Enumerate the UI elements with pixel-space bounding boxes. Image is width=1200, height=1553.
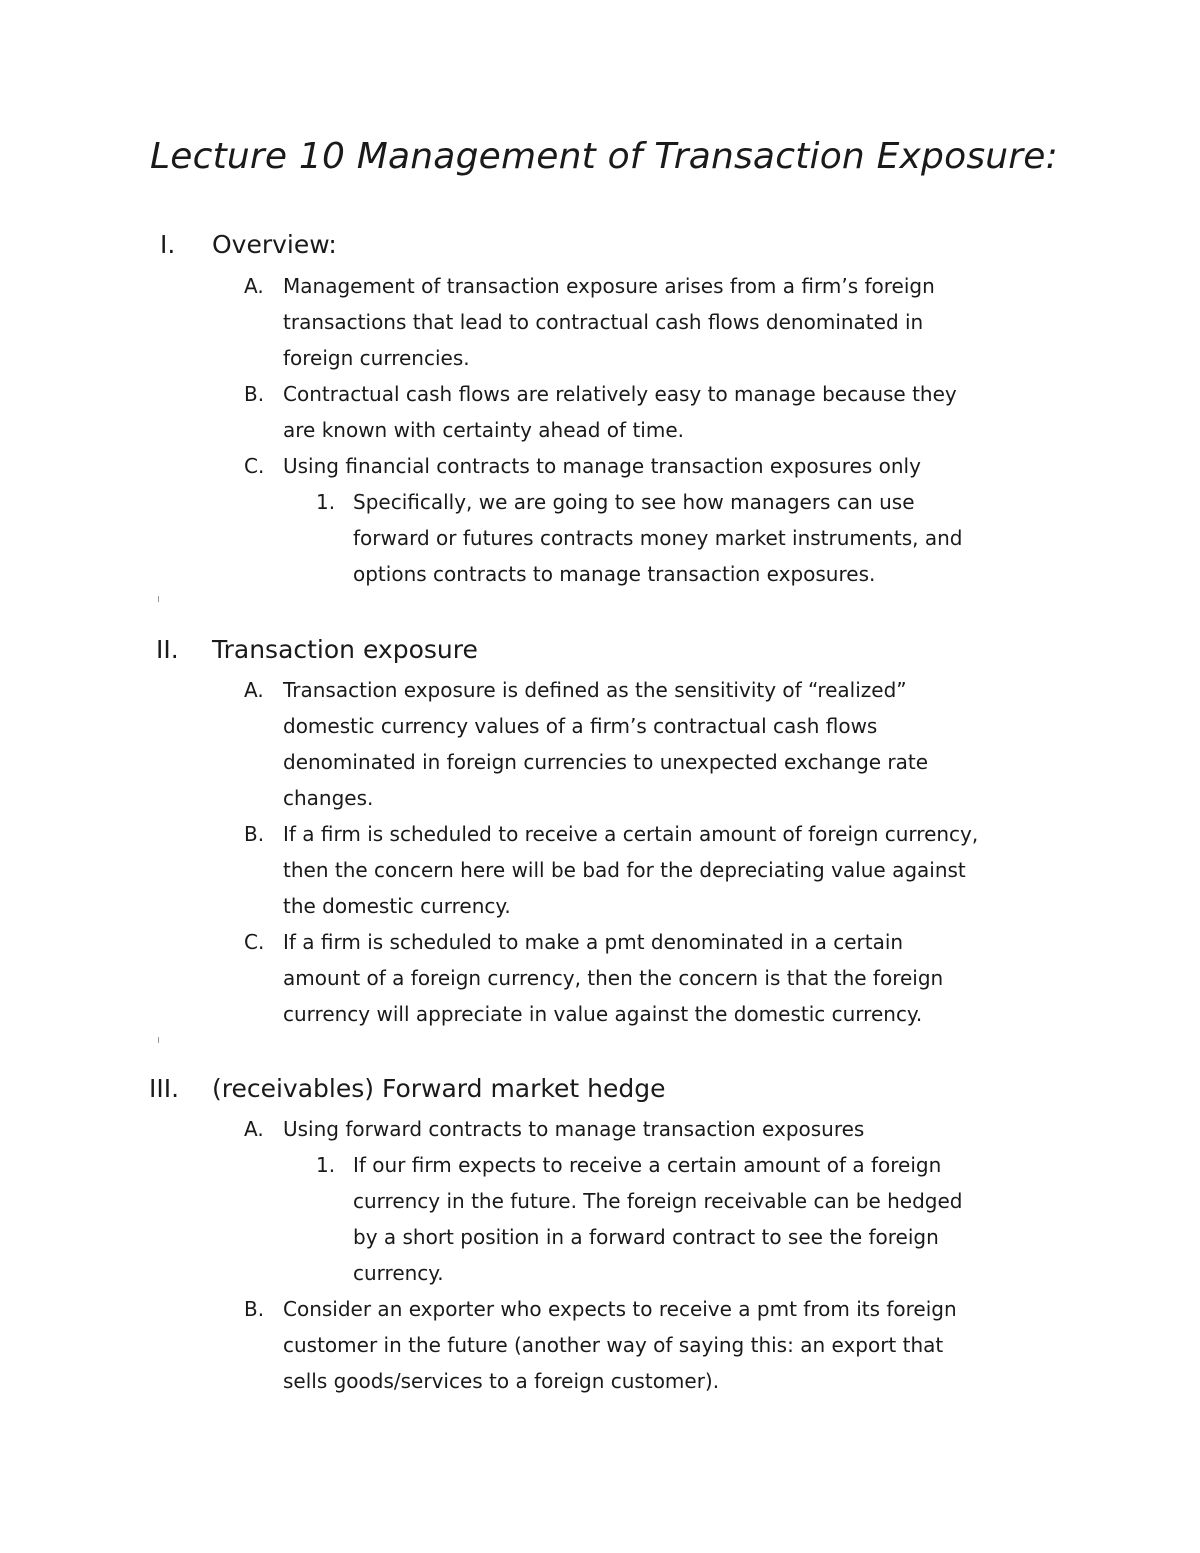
text-line: by a short position in a forward contract to see the foreign <box>353 1225 939 1249</box>
text-line: denominated in foreign currencies to unexpected exchange rate <box>283 750 929 774</box>
item-marker: C. <box>244 930 265 954</box>
paragraph-mark <box>158 596 159 602</box>
item-text <box>283 672 1063 816</box>
section-title: Overview: <box>212 230 337 259</box>
subitem-text <box>353 1147 1053 1291</box>
text-line: sells goods/services to a foreign customer). <box>283 1369 720 1393</box>
text-line: the domestic currency. <box>283 894 511 918</box>
item-marker: B. <box>244 1297 265 1321</box>
item-marker: A. <box>244 274 264 298</box>
text-line: currency will appreciate in value against the domestic currency. <box>283 1002 923 1026</box>
text-line: transactions that lead to contractual cash flows denominated in <box>283 310 924 334</box>
subitem-text <box>353 484 1053 592</box>
subitem-marker: 1. <box>316 490 336 514</box>
text-line: customer in the future (another way of saying this: an export that <box>283 1333 944 1357</box>
item-text <box>283 816 1063 924</box>
text-line: forward or futures contracts money market instruments, and <box>353 526 963 550</box>
item-text <box>283 268 1063 376</box>
text-line: Using financial contracts to manage transaction exposures only <box>283 454 921 478</box>
text-line: changes. <box>283 786 374 810</box>
item-text <box>283 1291 1063 1399</box>
section-number: III. <box>149 1074 180 1103</box>
section-number: I. <box>160 230 176 259</box>
text-line: Consider an exporter who expects to receive a pmt from its foreign <box>283 1297 957 1321</box>
text-line: currency. <box>353 1261 444 1285</box>
item-marker: C. <box>244 454 265 478</box>
text-line: Specifically, we are going to see how managers can use <box>353 490 915 514</box>
text-line: Management of transaction exposure arises from a firm’s foreign <box>283 274 935 298</box>
text-line: Transaction exposure is defined as the sensitivity of “realized” <box>283 678 907 702</box>
item-marker: B. <box>244 382 265 406</box>
page-title: Lecture 10 Management of Transaction Exposure: <box>150 136 1058 177</box>
text-line: then the concern here will be bad for the depreciating value against <box>283 858 966 882</box>
text-line: If our firm expects to receive a certain amount of a foreign <box>353 1153 942 1177</box>
item-marker: A. <box>244 1117 264 1141</box>
text-line: amount of a foreign currency, then the concern is that the foreign <box>283 966 944 990</box>
text-line: Contractual cash flows are relatively easy to manage because they <box>283 382 957 406</box>
text-line: options contracts to manage transaction exposures. <box>353 562 876 586</box>
text-line: domestic currency values of a firm’s contractual cash flows <box>283 714 878 738</box>
section-title: (receivables) Forward market hedge <box>212 1074 666 1103</box>
subitem-marker: 1. <box>316 1153 336 1177</box>
item-marker: A. <box>244 678 264 702</box>
text-line: Using forward contracts to manage transaction exposures <box>283 1117 865 1141</box>
item-text <box>283 924 1063 1032</box>
text-line: currency in the future. The foreign receivable can be hedged <box>353 1189 963 1213</box>
text-line: If a firm is scheduled to receive a certain amount of foreign currency, <box>283 822 979 846</box>
item-text <box>283 376 1063 448</box>
section-title: Transaction exposure <box>212 635 478 664</box>
paragraph-mark <box>158 1037 159 1043</box>
item-text <box>283 1111 1063 1147</box>
item-marker: B. <box>244 822 265 846</box>
section-number: II. <box>156 635 179 664</box>
text-line: foreign currencies. <box>283 346 470 370</box>
text-line: If a firm is scheduled to make a pmt denominated in a certain <box>283 930 904 954</box>
text-line: are known with certainty ahead of time. <box>283 418 684 442</box>
item-text <box>283 448 1063 484</box>
